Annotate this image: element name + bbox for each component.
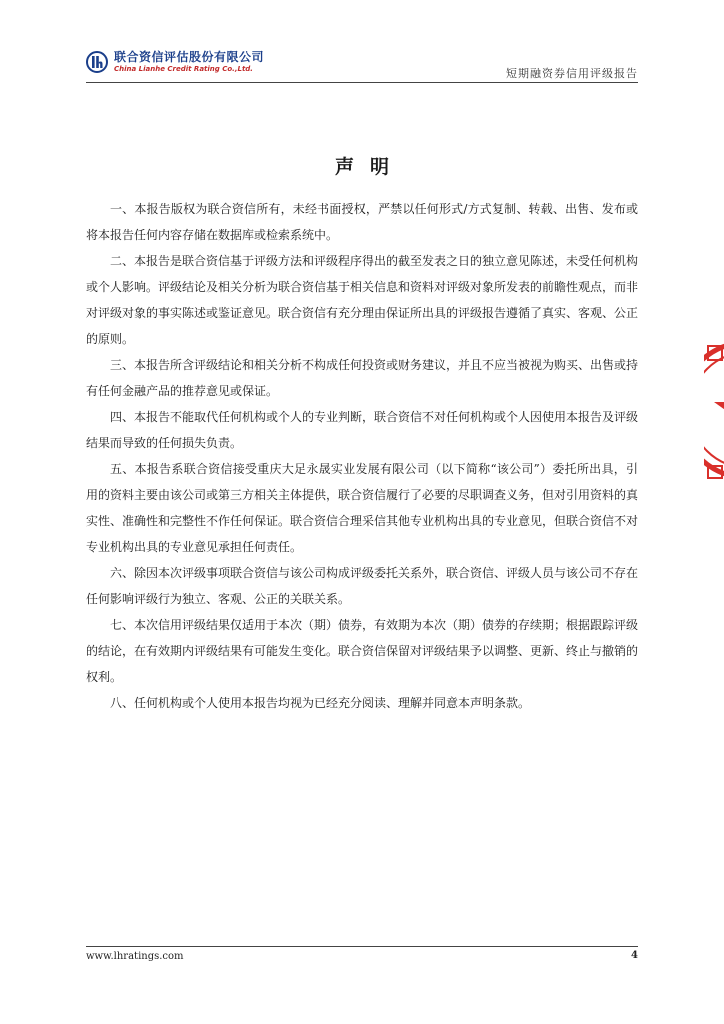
statement-paragraph-2: 二、本报告是联合资信基于评级方法和评级程序得出的截至发表之日的独立意见陈述，未受任何机构或个人影响。评级结论及相关分析为联合资信基于相关信息和资料对评级对象所发表的前瞻性观点，而非对评级对象的事实陈述或鉴证意见。联合资信有充分理由保证所出具的评级报告遵循了真实、客观、公正的原则。 (86, 254, 639, 346)
statement-paragraph-7: 七、本次信用评级结果仅适用于本次（期）债券，有效期为本次（期）债券的存续期；根据跟踪评级的结论，在有效期内评级结果有可能发生变化。联合资信保留对评级结果予以调整、更新、终止与撤销的权利。 (86, 618, 639, 684)
lianhe-logo-icon (86, 51, 108, 73)
statement-paragraph-8: 八、任何机构或个人使用本报告均视为已经充分阅读、理解并同意本声明条款。 (110, 696, 531, 710)
statement-paragraph-4: 四、本报告不能取代任何机构或个人的专业判断，联合资信不对任何机构或个人因使用本报告及评级结果而导致的任何损失负责。 (86, 410, 639, 450)
page-number: 4 (631, 950, 638, 961)
company-name-en: China Lianhe Credit Rating Co.,Ltd. (114, 65, 253, 73)
page-header (86, 44, 638, 82)
page-title: 声明 (334, 156, 405, 178)
statement-paragraph-3: 三、本报告所含评级结论和相关分析不构成任何投资或财务建议，并且不应当被视为购买、出售或持有任何金融产品的推荐意见或保证。 (86, 358, 639, 398)
footer-website: www.lhratings.com (86, 951, 184, 962)
statement-paragraph-1: 一、本报告版权为联合资信所有，未经书面授权，严禁以任何形式/方式复制、转载、出售、发布或将本报告任何内容存储在数据库或检索系统中。 (86, 202, 639, 242)
company-name-cn: 联合资信评估股份有限公司 (114, 50, 265, 64)
statement-paragraph-6: 六、除因本次评级事项联合资信与该公司构成评级委托关系外，联合资信、评级人员与该公司不存在任何影响评级行为独立、客观、公正的关联关系。 (86, 566, 639, 606)
statement-paragraph-5: 五、本报告系联合资信接受重庆大足永晟实业发展有限公司（以下简称“该公司”）委托所出具，引用的资料主要由该公司或第三方相关主体提供，联合资信履行了必要的尽职调查义务，但对引用资料的真实性、准确性和完整性不作任何保证。联合资信合理采信其他专业机构出具的专业意见，但联合资信不对专业机构出具的专业意见承担任何责任。 (86, 462, 639, 554)
statement-body (86, 196, 638, 716)
header-divider (86, 82, 638, 83)
report-type-label: 短期融资券信用评级报告 (506, 67, 638, 80)
seal-stamp-icon (704, 330, 724, 490)
footer-divider (86, 946, 638, 947)
